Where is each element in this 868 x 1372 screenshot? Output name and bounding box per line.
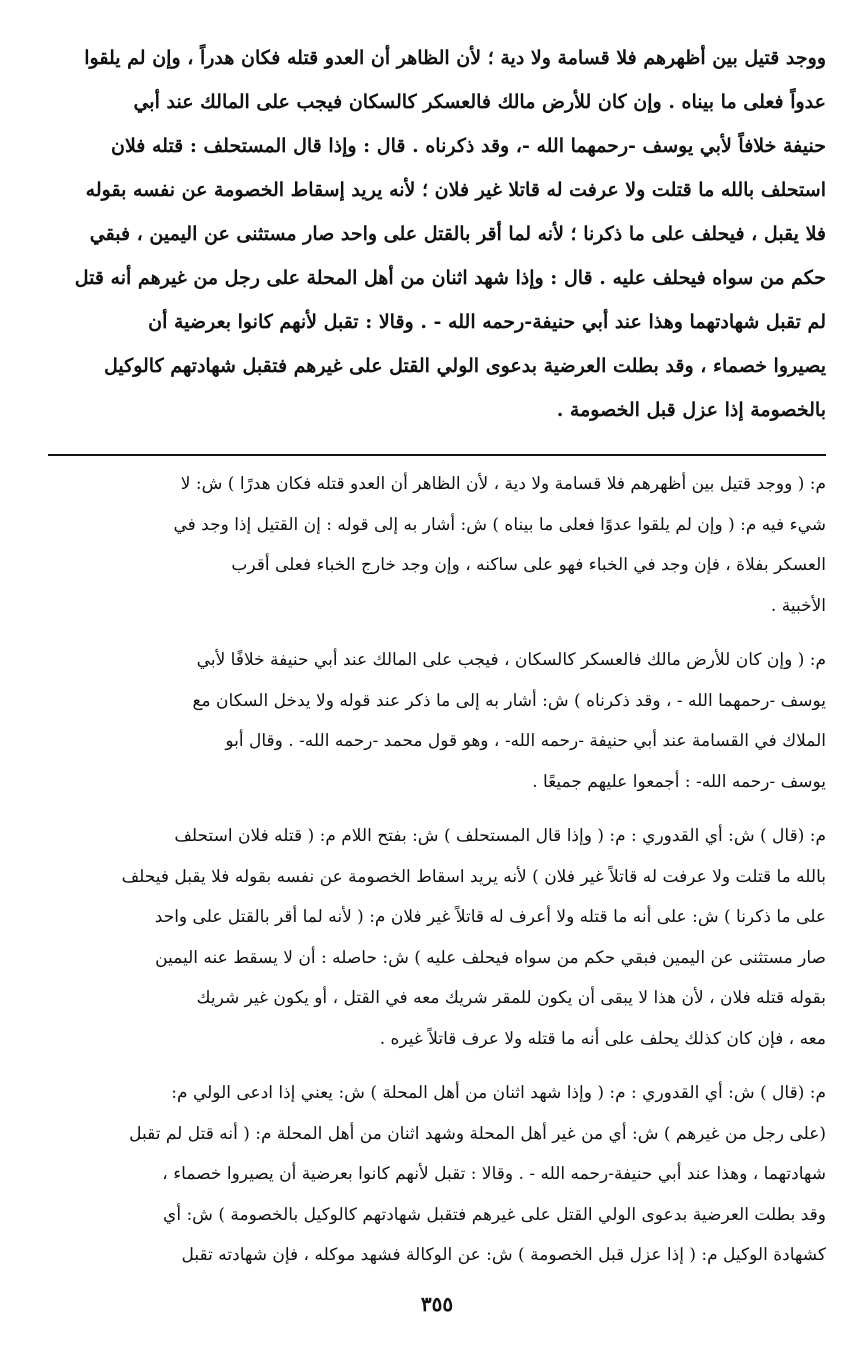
commentary-line: شيء فيه م: ( وإن لم يلقوا عدوًا فعلى ما بيناه ) ش: أشار به إلى قوله : إن القتيل إذا وجد في	[173, 514, 826, 535]
main-text-line: استحلف بالله ما قتلت ولا عرفت له قاتلا غير فلان ؛ لأنه يريد إسقاط الخصومة عن نفسه بقوله	[85, 179, 826, 201]
main-text-line: بالخصومة إذا عزل قبل الخصومة .	[556, 399, 826, 421]
commentary-line: معه ، فإن كان كذلك يحلف على أنه ما قتله ولا عرف قاتلاً غيره .	[379, 1028, 826, 1049]
commentary	[48, 464, 826, 1290]
commentary-line: كشهادة الوكيل م: ( إذا عزل قبل الخصومة ) ش: عن الوكالة فشهد موكله ، فإن شهادته تقبل	[181, 1245, 826, 1265]
commentary-line: م: (قال ) ش: أي القدوري : م: ( وإذا شهد اثنان من أهل المحلة ) ش: يعني إذا ادعى الولي م:	[171, 1083, 826, 1103]
commentary-paragraph-2	[48, 640, 826, 802]
commentary-line: (على رجل من غيرهم ) ش: أي من غير أهل المحلة وشهد اثنان من أهل المحلة م: ( أنه قتل لم تقبل	[129, 1123, 826, 1144]
commentary-line: م: ( وإن كان للأرض مالك فالعسكر كالسكان ، فيجب على المالك عند أبي حنيفة خلافًا لأبي	[196, 650, 826, 670]
commentary-paragraph-4	[48, 1073, 826, 1276]
page	[48, 36, 826, 1336]
main-text-line: لم تقبل شهادتهما وهذا عند أبي حنيفة-رحمه الله - . وقالا : تقبل لأنهم كانوا بعرضية أن	[148, 311, 826, 333]
commentary-line: على ما ذكرنا ) ش: على أنه ما قتله ولا أعرف له قاتلاً غير فلان م: ( لأنه لما أقر بالقتل على واحد	[154, 907, 826, 927]
commentary-line: شهادتهما ، وهذا عند أبي حنيفة-رحمه الله - . وقالا : تقبل لأنهم كانوا بعرضية أن يصيروا خصماء ،	[162, 1164, 826, 1184]
main-text	[48, 36, 826, 432]
commentary-line: م: (قال ) ش: أي القدوري : م: ( وإذا قال المستحلف ) ش: بفتح اللام م: ( قتله فلان استحلف	[174, 826, 826, 846]
commentary-paragraph-3	[48, 816, 826, 1059]
main-text-line: حكم من سواه فيحلف عليه . قال : وإذا شهد اثنان من أهل المحلة على رجل من غيرهم أنه قتل	[74, 267, 826, 289]
commentary-line: وقد بطلت العرضية بدعوى الولي القتل على غيرهم فتقبل شهادتهم كالوكيل بالخصومة ) ش: أي	[163, 1204, 826, 1225]
main-text-line: عدواً فعلى ما بيناه . وإن كان للأرض مالك فالعسكر كالسكان فيجب على المالك عند أبي	[133, 91, 826, 113]
main-text-line: فلا يقبل ، فيحلف على ما ذكرنا ؛ لأنه لما أقر بالقتل على واحد صار مستثنى عن اليمين ، فبقي	[89, 223, 826, 245]
divider	[48, 454, 826, 456]
commentary-line: بقوله قتله فلان ، لأن هذا لا يبقى أن يكون للمقر شريك معه في القتل ، أو يكون غير شريك	[196, 988, 826, 1008]
page-number: ٣٥٥	[420, 1292, 454, 1316]
commentary-line: م: ( ووجد قتيل بين أظهرهم فلا قسامة ولا دية ، لأن الظاهر أن العدو قتله فكان هدرًا ) ش: لا	[180, 474, 826, 494]
main-text-line: يصيروا خصماء ، وقد بطلت العرضية بدعوى الولي القتل على غيرهم فتقبل شهادتهم كالوكيل	[104, 355, 826, 377]
commentary-line: العسكر بفلاة ، فإن وجد في الخباء فهو على ساكنه ، وإن وجد خارج الخباء فعلى أقرب	[231, 555, 826, 575]
commentary-line: الأخبية .	[770, 595, 826, 616]
commentary-line: صار مستثنى عن اليمين فبقي حكم من سواه فيحلف عليه ) ش: حاصله : أن لا يسقط عنه اليمين	[155, 947, 826, 968]
commentary-line: الملاك في القسامة عند أبي حنيفة -رحمه الله- ، وهو قول محمد -رحمه الله- . وقال أبو	[225, 731, 826, 751]
commentary-line: يوسف -رحمهما الله - ، وقد ذكرناه ) ش: أشار به إلى ما ذكر عند قوله ولا يدخل السكان مع	[192, 690, 826, 711]
commentary-paragraph-1	[48, 464, 826, 626]
main-text-line: ووجد قتيل بين أظهرهم فلا قسامة ولا دية ؛ لأن الظاهر أن العدو قتله فكان هدراً ، وإن لم يلقوا	[84, 47, 826, 69]
commentary-line: بالله ما قتلت ولا عرفت له قاتلاً غير فلان ) لأنه يريد اسقاط الخصومة عن نفسه بقوله فلا يقبل فيحلف	[121, 866, 826, 887]
main-text-line: حنيفة خلافاً لأبي يوسف -رحمهما الله -، وقد ذكرناه . قال : وإذا قال المستحلف : قتله فلان	[110, 135, 826, 157]
commentary-line: يوسف -رحمه الله- : أجمعوا عليهم جميعًا .	[532, 771, 826, 792]
